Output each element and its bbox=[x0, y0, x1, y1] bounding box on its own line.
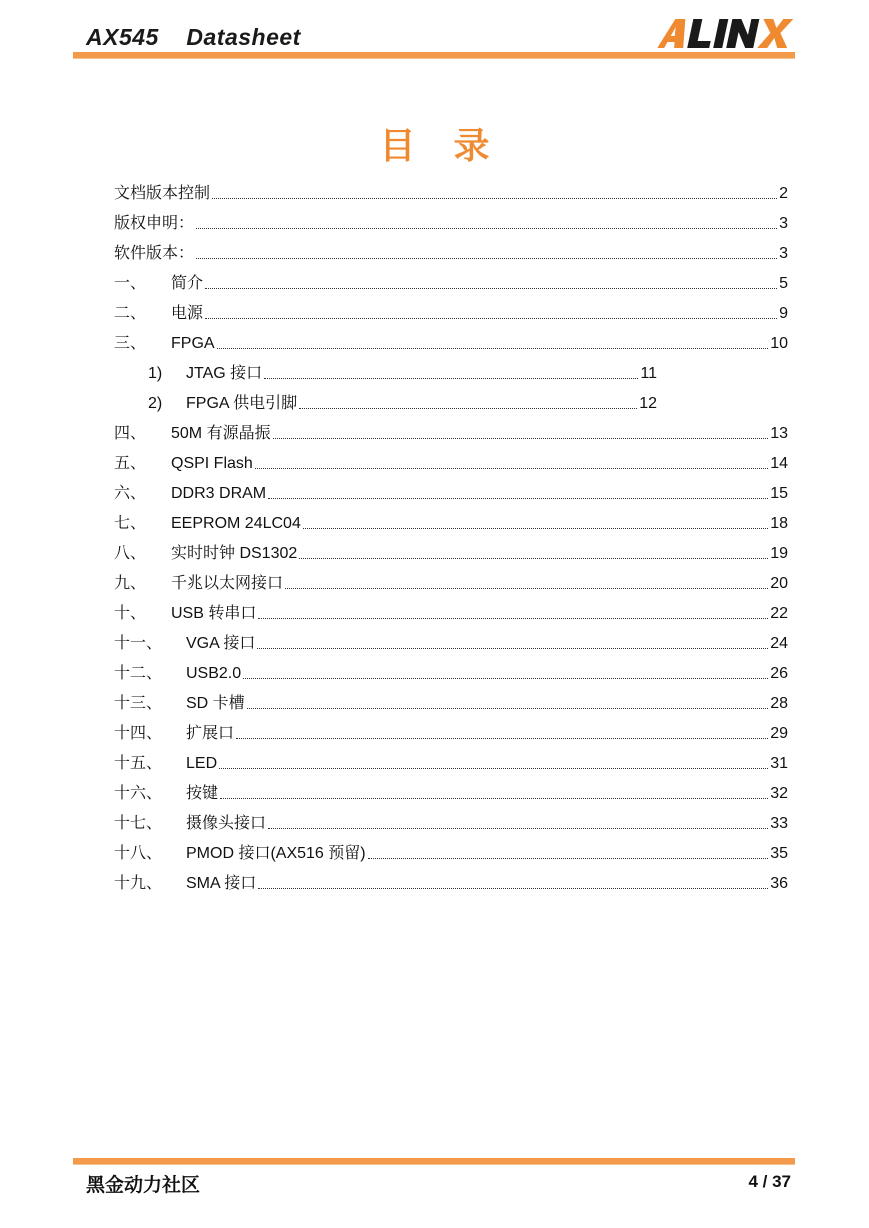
toc-entry-title: 50M 有源晶振 bbox=[171, 425, 271, 442]
toc-leader-dots bbox=[236, 738, 768, 739]
toc-leader-dots bbox=[264, 378, 638, 379]
toc-entry-number: 一、 bbox=[114, 275, 147, 292]
toc-leader-dots bbox=[212, 198, 777, 199]
toc-entry-number: 八、 bbox=[114, 545, 147, 562]
toc-entry-number: 十二、 bbox=[114, 665, 163, 682]
toc-entry[interactable] bbox=[114, 448, 788, 474]
toc-entry-page: 11 bbox=[640, 365, 657, 382]
toc-entry-page: 2 bbox=[779, 185, 788, 202]
toc-entry-title: 实时时钟 DS1302 bbox=[171, 545, 298, 562]
toc-leader-dots bbox=[219, 768, 768, 769]
toc-entry-title: USB2.0 bbox=[186, 665, 242, 682]
toc-entry-title: 简介 bbox=[171, 275, 204, 292]
toc-entry-number: 十三、 bbox=[114, 695, 163, 712]
toc-entry-page: 18 bbox=[770, 515, 788, 532]
toc-heading: 目 录 bbox=[379, 125, 504, 166]
toc-leader-dots bbox=[205, 318, 777, 319]
toc-entry-page: 9 bbox=[779, 305, 788, 322]
toc-entry-title: SMA 接口 bbox=[186, 875, 257, 892]
toc-entry-number: 十、 bbox=[114, 605, 147, 622]
toc-entry[interactable] bbox=[148, 388, 657, 414]
toc-leader-dots bbox=[268, 828, 768, 829]
toc-entry-number: 十六、 bbox=[114, 785, 163, 802]
toc-entry-page: 28 bbox=[770, 695, 788, 712]
toc-leader-dots bbox=[368, 858, 769, 859]
toc-entry-page: 10 bbox=[770, 335, 788, 352]
toc-entry-title: FPGA bbox=[171, 335, 215, 352]
toc-entry-title: 版权申明： bbox=[114, 215, 195, 232]
alinx-logo bbox=[656, 16, 794, 50]
toc-entry-number: 十八、 bbox=[114, 845, 163, 862]
toc-entry-title: 千兆以太网接口 bbox=[171, 575, 284, 592]
toc-entry[interactable] bbox=[114, 688, 788, 714]
toc-entry-page: 26 bbox=[770, 665, 788, 682]
table-of-contents bbox=[0, 178, 869, 918]
toc-leader-dots bbox=[247, 708, 769, 709]
toc-entry-page: 32 bbox=[770, 785, 788, 802]
toc-leader-dots bbox=[273, 438, 769, 439]
toc-entry-page: 14 bbox=[770, 455, 788, 472]
toc-entry[interactable] bbox=[114, 598, 788, 624]
toc-entry-title: 按键 bbox=[186, 785, 219, 802]
logo-letter-x bbox=[757, 19, 793, 48]
toc-entry-number: 七、 bbox=[114, 515, 147, 532]
toc-leader-dots bbox=[255, 468, 768, 469]
toc-entry-page: 13 bbox=[770, 425, 788, 442]
toc-entry-page: 29 bbox=[770, 725, 788, 742]
toc-leader-dots bbox=[196, 228, 777, 229]
footer-page-number: 4 / 37 bbox=[748, 1172, 791, 1191]
header-rule bbox=[73, 52, 795, 58]
toc-entry-number: 十九、 bbox=[114, 875, 163, 892]
logo-letter-n bbox=[726, 19, 759, 48]
toc-entry-title: QSPI Flash bbox=[171, 455, 253, 472]
toc-leader-dots bbox=[299, 408, 637, 409]
toc-entry-title: FPGA 供电引脚 bbox=[186, 395, 298, 412]
toc-entry[interactable] bbox=[114, 268, 788, 294]
toc-entry-title: SD 卡槽 bbox=[186, 695, 245, 712]
toc-entry[interactable] bbox=[114, 778, 788, 804]
toc-entry-page: 15 bbox=[770, 485, 788, 502]
toc-entry[interactable] bbox=[114, 838, 788, 864]
toc-entry-page: 36 bbox=[770, 875, 788, 892]
toc-entry-title: USB 转串口 bbox=[171, 605, 257, 622]
toc-entry-title: 摄像头接口 bbox=[186, 815, 267, 832]
toc-entry-number: 四、 bbox=[114, 425, 147, 442]
toc-entry-title: 软件版本： bbox=[114, 245, 195, 262]
toc-entry-title: EEPROM 24LC04 bbox=[171, 515, 301, 532]
toc-entry-title: 电源 bbox=[171, 305, 204, 322]
toc-entry-number: 十五、 bbox=[114, 755, 163, 772]
toc-entry-page: 33 bbox=[770, 815, 788, 832]
toc-entry-number: 2) bbox=[148, 395, 163, 412]
toc-leader-dots bbox=[257, 648, 768, 649]
toc-entry[interactable] bbox=[114, 658, 788, 684]
toc-entry[interactable] bbox=[114, 178, 788, 204]
footer-rule bbox=[73, 1158, 795, 1164]
toc-entry[interactable] bbox=[114, 478, 788, 504]
toc-entry[interactable] bbox=[114, 298, 788, 324]
toc-entry-title: 文档版本控制 bbox=[114, 185, 211, 202]
toc-entry[interactable] bbox=[114, 718, 788, 744]
toc-entry[interactable] bbox=[114, 568, 788, 594]
toc-entry-page: 20 bbox=[770, 575, 788, 592]
toc-leader-dots bbox=[243, 678, 768, 679]
toc-entry-number: 1) bbox=[148, 365, 163, 382]
toc-entry[interactable] bbox=[114, 628, 788, 654]
toc-leader-dots bbox=[285, 588, 768, 589]
toc-entry-page: 12 bbox=[639, 395, 657, 412]
toc-entry-page: 3 bbox=[779, 245, 788, 262]
toc-leader-dots bbox=[217, 348, 769, 349]
toc-entry-page: 22 bbox=[770, 605, 788, 622]
toc-entry-number: 十七、 bbox=[114, 815, 163, 832]
toc-entry-title: DDR3 DRAM bbox=[171, 485, 267, 502]
toc-entry-page: 24 bbox=[770, 635, 788, 652]
toc-entry[interactable] bbox=[114, 328, 788, 354]
toc-entry[interactable] bbox=[114, 808, 788, 834]
toc-entry[interactable] bbox=[114, 418, 788, 444]
toc-entry-number: 十一、 bbox=[114, 635, 163, 652]
toc-leader-dots bbox=[205, 288, 777, 289]
toc-entry-title: LED bbox=[186, 755, 218, 772]
toc-leader-dots bbox=[220, 798, 768, 799]
toc-entry-page: 19 bbox=[770, 545, 788, 562]
toc-entry-number: 三、 bbox=[114, 335, 147, 352]
toc-entry-title: PMOD 接口(AX516 预留) bbox=[186, 845, 366, 862]
toc-leader-dots bbox=[258, 888, 768, 889]
footer-community-name: 黑金动力社区 bbox=[86, 1175, 201, 1196]
toc-entry[interactable] bbox=[114, 208, 788, 234]
toc-entry[interactable] bbox=[114, 538, 788, 564]
toc-entry-page: 5 bbox=[779, 275, 788, 292]
toc-entry-number: 六、 bbox=[114, 485, 147, 502]
toc-entry[interactable] bbox=[114, 508, 788, 534]
toc-entry-title: VGA 接口 bbox=[186, 635, 256, 652]
toc-leader-dots bbox=[258, 618, 768, 619]
logo-letter-i bbox=[713, 19, 728, 48]
toc-entry-number: 五、 bbox=[114, 455, 147, 472]
toc-leader-dots bbox=[303, 528, 768, 529]
logo-letter-l bbox=[687, 19, 715, 48]
toc-entry-page: 3 bbox=[779, 215, 788, 232]
toc-leader-dots bbox=[299, 558, 768, 559]
toc-entry[interactable] bbox=[114, 868, 788, 894]
toc-entry[interactable] bbox=[114, 748, 788, 774]
toc-entry[interactable] bbox=[148, 358, 657, 384]
toc-entry-number: 二、 bbox=[114, 305, 147, 322]
toc-leader-dots bbox=[196, 258, 777, 259]
toc-entry-page: 31 bbox=[770, 755, 788, 772]
toc-entry-title: JTAG 接口 bbox=[186, 365, 263, 382]
header-title: AX545 Datasheet bbox=[86, 24, 301, 50]
toc-entry-number: 十四、 bbox=[114, 725, 163, 742]
toc-entry-title: 扩展口 bbox=[186, 725, 235, 742]
toc-leader-dots bbox=[268, 498, 768, 499]
toc-entry-page: 35 bbox=[770, 845, 788, 862]
toc-entry[interactable] bbox=[114, 238, 788, 264]
toc-entry-number: 九、 bbox=[114, 575, 147, 592]
